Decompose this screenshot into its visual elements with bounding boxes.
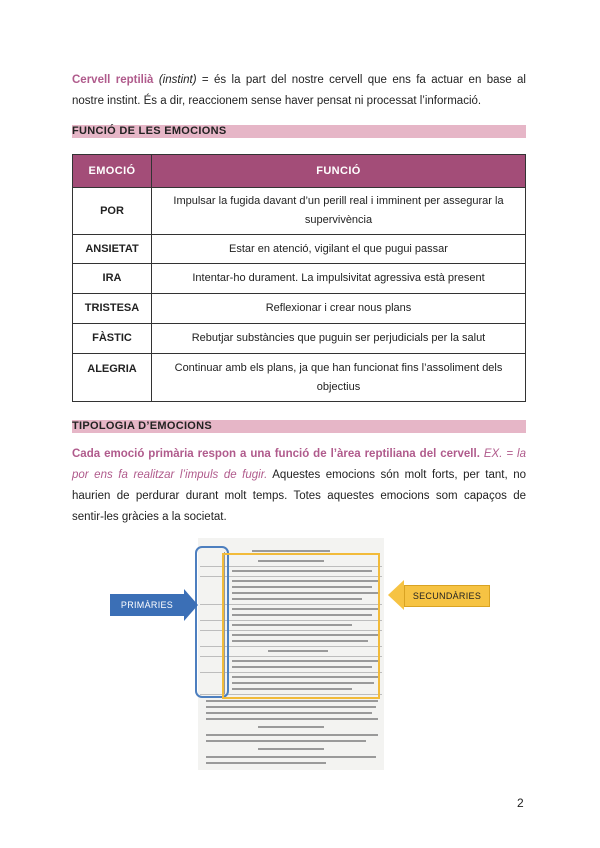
term-paren: (instint) — [158, 74, 197, 86]
term-highlight: Cervell reptilià — [72, 74, 154, 86]
function-cell: Reflexionar i crear nous plans — [152, 294, 526, 324]
table-row — [73, 264, 526, 294]
emotion-cell: ANSIETAT — [73, 235, 152, 264]
table-row — [73, 324, 526, 354]
table-row — [73, 294, 526, 324]
function-cell: Impulsar la fugida davant d’un perill real i imminent per assegurar la supervivència — [152, 188, 526, 235]
function-cell: Intentar-ho durament. La impulsivitat agressiva està present — [152, 264, 526, 294]
table-row — [73, 354, 526, 402]
example-text: EX. = la por ens fa realitzar l’impuls de fugir. — [72, 448, 526, 481]
table-row — [73, 235, 526, 264]
typology-paragraph — [72, 444, 526, 528]
table-header-row — [73, 155, 526, 188]
secondary-emotions-highlight — [222, 553, 380, 699]
emotion-cell: ALEGRIA — [73, 354, 152, 402]
emotions-table — [72, 154, 526, 402]
emotion-cell: TRISTESA — [73, 294, 152, 324]
intro-paragraph — [72, 70, 526, 112]
arrow-left-icon — [388, 580, 404, 610]
function-cell: Rebutjar substàncies que puguin ser perjudicials per la salut — [152, 324, 526, 354]
arrow-right-icon — [184, 589, 198, 621]
emotion-cell: POR — [73, 188, 152, 235]
table-row — [73, 188, 526, 235]
emotion-cell: IRA — [73, 264, 152, 294]
header-emocio: EMOCIÓ — [73, 155, 152, 188]
header-funcio: FUNCIÓ — [152, 155, 526, 188]
function-cell: Estar en atenció, vigilant el que pugui passar — [152, 235, 526, 264]
section1-title: FUNCIÓ DE LES EMOCIONS — [72, 125, 227, 137]
paragraph-rest: Aquestes emocions són molt forts, per tant, no haurien de perdurar durant molt temps. Totes aquestes emocions som capaços de sentir-les gràcies a la societat. — [72, 469, 526, 523]
page-number: 2 — [517, 796, 524, 810]
lead-sentence: Cada emoció primària respon a una funció de l’àrea reptiliana del cervell. — [72, 448, 480, 460]
function-cell: Continuar amb els plans, ja que han funcionat fins l’assoliment dels objectius — [152, 354, 526, 402]
secondaries-label: SECUNDÀRIES — [404, 585, 490, 607]
emotion-cell: FÀSTIC — [73, 324, 152, 354]
primaries-label: PRIMÀRIES — [110, 594, 184, 616]
intro-text: = és la part del nostre cervell que ens fa actuar en base al nostre instint. És a dir, reaccionem sense haver pensat ni processat l’informació. — [72, 74, 526, 107]
section2-title: TIPOLOGIA D’EMOCIONS — [72, 420, 213, 432]
